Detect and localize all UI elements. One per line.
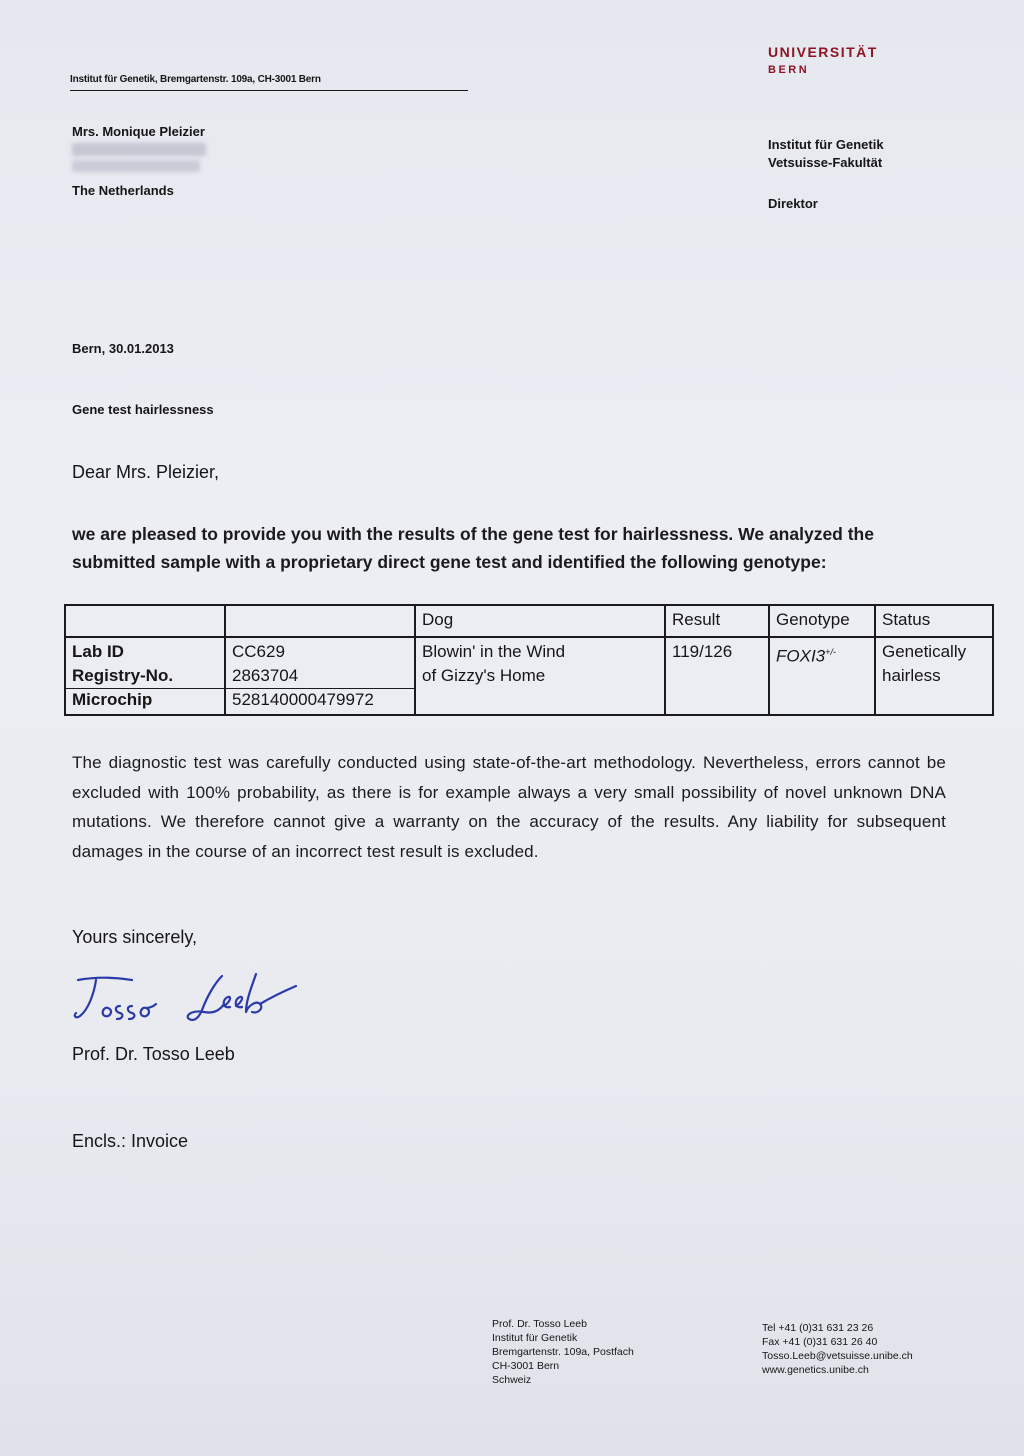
footer-contact (762, 1321, 913, 1377)
value-registry: 2863704 (232, 666, 299, 685)
letter-date: Bern, 30.01.2013 (72, 341, 174, 356)
letter-subject: Gene test hairlessness (72, 402, 214, 417)
dog-name-line-2: of Gizzy's Home (422, 666, 546, 685)
result-cell: 119/126 (665, 637, 769, 715)
status-line-2: hairless (882, 666, 941, 685)
label-microchip: Microchip (66, 688, 224, 711)
header-result: Result (665, 605, 769, 637)
footer-address-line: Institut für Genetik (492, 1332, 578, 1344)
genotype-gene: FOXI3 (776, 646, 826, 666)
label-registry: Registry-No. (72, 666, 174, 685)
genotype-cell (769, 637, 875, 715)
redacted-address-line-1 (72, 143, 206, 156)
status-cell (875, 637, 993, 715)
footer-fax: Fax +41 (0)31 631 26 40 (762, 1336, 878, 1348)
faculty-name: Vetsuisse-Fakultät (768, 155, 883, 170)
enclosures: Encls.: Invoice (72, 1131, 189, 1151)
university-logo-city: BERN (768, 64, 810, 76)
intro-paragraph: we are pleased to provide you with the results of the gene test for hairlessness. We analyzed the submitted sample with a proprietary direct gene test and identified the following genotype: (72, 524, 874, 572)
signer-name: Prof. Dr. Tosso Leeb (72, 1044, 235, 1064)
footer-address (492, 1317, 634, 1387)
header-cell-empty (225, 605, 415, 637)
closing: Yours sincerely, (72, 927, 198, 947)
institute-block (768, 136, 884, 172)
director-title: Direktor (768, 196, 818, 211)
footer-address-line: Prof. Dr. Tosso Leeb (492, 1318, 587, 1330)
value-cell (225, 637, 415, 715)
table-header-row (65, 605, 993, 637)
header-genotype: Genotype (769, 605, 875, 637)
genotype-superscript: +/- (825, 647, 836, 657)
recipient-name: Mrs. Monique Pleizier (72, 124, 205, 139)
signature (70, 966, 310, 1038)
label-cell (65, 637, 225, 715)
header-cell-empty (65, 605, 225, 637)
institute-name: Institut für Genetik (768, 137, 884, 152)
header-dog: Dog (415, 605, 665, 637)
table-row (65, 637, 993, 715)
footer-email: Tosso.Leeb@vetsuisse.unibe.ch (762, 1350, 913, 1362)
sender-address-line: Institut für Genetik, Bremgartenstr. 109a, CH-3001 Bern (70, 74, 468, 91)
header-status: Status (875, 605, 993, 637)
footer-address-line: Bremgartenstr. 109a, Postfach (492, 1346, 634, 1358)
footer-address-line: Schweiz (492, 1374, 532, 1386)
salutation: Dear Mrs. Pleizier, (72, 462, 220, 482)
dog-name-cell (415, 637, 665, 715)
footer-website: www.genetics.unibe.ch (762, 1364, 869, 1376)
redacted-address-line-2 (72, 160, 200, 172)
value-microchip: 528140000479972 (226, 688, 414, 711)
disclaimer-paragraph: The diagnostic test was carefully conducted using state-of-the-art methodology. Nevertheless, errors cannot be excluded with 100% probability, as there is for example always a very small possibility of novel unknown DNA mutations. We therefore cannot give a warranty on the accuracy of the results. Any liability for subsequent damages in the course of an incorrect test result is excluded. (72, 753, 946, 861)
university-logo-name: UNIVERSITÄT (768, 44, 878, 60)
status-line-1: Genetically (882, 642, 967, 661)
footer-address-line: CH-3001 Bern (492, 1360, 560, 1372)
footer-phone: Tel +41 (0)31 631 23 26 (762, 1322, 874, 1334)
dog-name-line-1: Blowin' in the Wind (422, 642, 566, 661)
results-table (64, 604, 994, 716)
recipient-country: The Netherlands (72, 183, 174, 198)
label-lab-id: Lab ID (72, 642, 124, 661)
value-lab-id: CC629 (232, 642, 285, 661)
